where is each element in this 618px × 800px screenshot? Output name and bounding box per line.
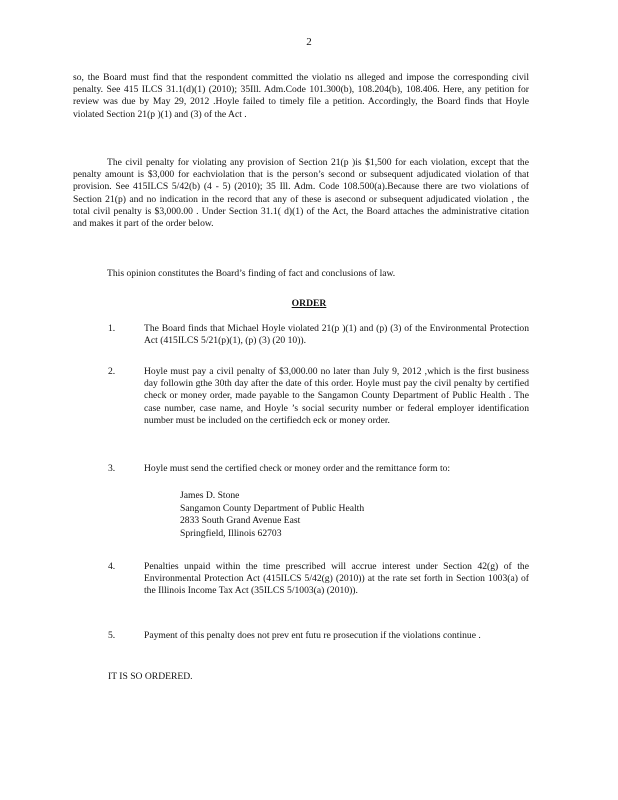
order-item-number: 5. xyxy=(108,630,116,641)
order-item-4 xyxy=(108,561,529,598)
order-item-3 xyxy=(108,463,529,475)
remittance-address xyxy=(180,490,364,540)
page-number: 2 xyxy=(306,36,312,48)
order-item-5 xyxy=(108,630,529,642)
order-item-2 xyxy=(108,366,529,427)
order-item-text: The Board finds that Michael Hoyle violated 21(p )(1) and (p) (3) of the Environmental Protection Act (415ILCS 5/21(p)(1), (p) (3) (20 10)). xyxy=(144,323,529,347)
paragraph-1: so, the Board must find that the respondent committed the violatio ns alleged and impose the corresponding civil penalty. See 415 ILCS 31.1(d)(1) (2010); 35Ill. Adm.Code 101.300(b), 108.204(b), 108.406. Here, any petition for review was due by May 29, 2012 .Hoyle failed to timely file a petition. Accordingly, the Board finds that Hoyle violated Section 21(p )(1) and (3) of the Act . xyxy=(73,72,529,120)
order-item-number: 4. xyxy=(108,561,116,572)
address-line: Sangamon County Department of Public Health xyxy=(180,502,365,514)
address-line: 2833 South Grand Avenue East xyxy=(180,515,301,527)
address-line: Springfield, Illinois 62703 xyxy=(180,527,282,539)
closing-statement: IT IS SO ORDERED. xyxy=(108,671,193,682)
order-item-text: Penalties unpaid within the time prescribed will accrue interest under Section 42(g) of the Environmental Protection Act (415ILCS 5/42(g) (2010)) at the rate set forth in Section 1003(a) of the Illinois Income Tax Act (35ILCS 5/1003(a) (2010)). xyxy=(144,561,529,597)
order-item-text: Hoyle must send the certified check or money order and the remittance form to: xyxy=(144,463,451,474)
order-item-number: 3. xyxy=(108,463,116,474)
order-heading: ORDER xyxy=(291,298,327,309)
paragraph-3: This opinion constitutes the Board’s finding of fact and conclusions of law. xyxy=(107,268,396,279)
address-line: James D. Stone xyxy=(180,490,240,501)
paragraph-2: The civil penalty for violating any provision of Section 21(p )is $1,500 for each violation, except that the penalty amount is $3,000 for eachviolation that is the person’s second or subsequent adjudicated violation of that provision. See 415ILCS 5/42(b) (4 - 5) (2010); 35 Ill. Adm. Code 108.500(a).Because there are two violations of Section 21(p) and no indication in the record that any of these is asecond or subsequent adjudicated violation , the total civil penalty is $3,000.00 . Under Section 31.1( d)(1) of the Act, the Board attaches the administrative citation and makes it part of the order below. xyxy=(73,157,529,230)
order-item-1 xyxy=(108,323,529,347)
order-item-number: 1. xyxy=(108,323,116,334)
order-item-text: Hoyle must pay a civil penalty of $3,000.00 no later than July 9, 2012 ,which is the first business day followin gthe 30th day after the date of this order. Hoyle must pay the civil penalty by certified check or money order, made payable to the Sangamon County Department of Public Health . The case number, case name, and Hoyle ’s social security number or federal employer identification number must be included on the certifiedch eck or money order. xyxy=(144,366,529,426)
order-item-number: 2. xyxy=(108,366,116,377)
order-item-text: Payment of this penalty does not prev ent futu re prosecution if the violations continue . xyxy=(144,630,481,641)
